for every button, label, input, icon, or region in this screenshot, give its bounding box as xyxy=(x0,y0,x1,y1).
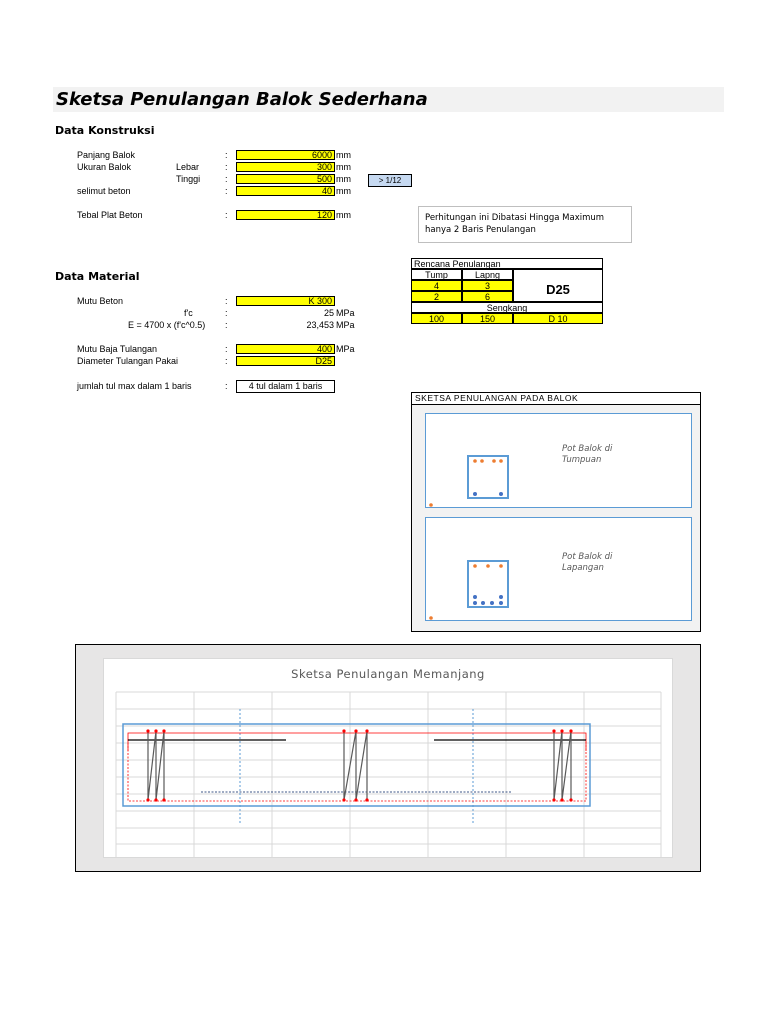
lapng-row1-cell[interactable]: 3 xyxy=(462,280,513,291)
tinggi-input[interactable]: 500 xyxy=(236,174,335,184)
longitudinal-title: Sketsa Penulangan Memanjang xyxy=(291,667,485,681)
panel-tumpuan xyxy=(425,413,692,508)
tinggi-unit: mm xyxy=(336,174,351,184)
sengkang-tump-cell[interactable]: 100 xyxy=(411,313,462,324)
lapangan-label: Pot Balok di Lapangan xyxy=(562,552,613,573)
lebar-unit: mm xyxy=(336,162,351,172)
lapangan-top-bar xyxy=(486,564,490,568)
tumpuan-bottom-bar xyxy=(499,492,503,496)
col-header-tump: Tump xyxy=(411,269,462,280)
selimut-label: selimut beton xyxy=(77,186,131,196)
tinggi-check-badge: > 1/12 xyxy=(368,174,412,187)
col-header-lapng: Lapng xyxy=(462,269,513,280)
selimut-unit: mm xyxy=(336,186,351,196)
panel-lapangan xyxy=(425,517,692,621)
lapangan-top-bar xyxy=(499,564,503,568)
page-title: Sketsa Penulangan Balok Sederhana xyxy=(56,89,428,110)
colon: : xyxy=(225,320,228,330)
jumlah-label: jumlah tul max dalam 1 baris xyxy=(77,381,192,391)
lapangan-bottom-bar xyxy=(481,601,485,605)
colon: : xyxy=(225,381,228,391)
lapng-row2-cell[interactable]: 6 xyxy=(462,291,513,302)
cross-section-sketch-frame xyxy=(411,392,701,632)
tendon-top xyxy=(128,733,586,751)
origin-marker xyxy=(429,503,433,507)
origin-marker xyxy=(429,616,433,620)
rencana-title: Rencana Penulangan xyxy=(411,258,603,269)
stirrups-middle xyxy=(344,731,367,800)
stirrups-right xyxy=(554,731,571,800)
tumpuan-top-bar xyxy=(480,459,484,463)
colon: : xyxy=(225,186,228,196)
mutu-beton-input[interactable]: K 300 xyxy=(236,296,335,306)
tumpuan-top-bar xyxy=(473,459,477,463)
sengkang-lapng-cell[interactable]: 150 xyxy=(462,313,513,324)
tump-row1-cell[interactable]: 4 xyxy=(411,280,462,291)
grid xyxy=(116,692,661,857)
modulus-value: 23,453 xyxy=(306,320,334,330)
sengkang-label: Sengkang xyxy=(411,302,603,313)
lebar-label: Lebar xyxy=(176,162,200,172)
colon: : xyxy=(225,344,228,354)
section-heading-material: Data Material xyxy=(55,270,140,283)
tinggi-label: Tinggi xyxy=(176,174,201,184)
tumpuan-bottom-bar xyxy=(473,492,477,496)
modulus-label: E = 4700 x (f'c^0.5) xyxy=(128,320,206,330)
rencana-penulangan-table xyxy=(411,258,603,324)
tumpuan-section-svg xyxy=(426,414,693,509)
lapangan-bottom-bar xyxy=(490,601,494,605)
colon: : xyxy=(225,356,228,366)
limitation-note: Perhitungan ini Dibatasi Hingga Maximum hanya 2 Baris Penulangan xyxy=(418,206,632,243)
longitudinal-svg xyxy=(104,659,674,859)
fc-label: f'c xyxy=(184,308,193,318)
sengkang-dia-cell[interactable]: D 10 xyxy=(513,313,603,324)
cross-section-sketch-title: SKETSA PENULANGAN PADA BALOK xyxy=(412,393,700,405)
selimut-input[interactable]: 40 xyxy=(236,186,335,196)
lapangan-bottom-bar xyxy=(499,601,503,605)
tumpuan-top-bar xyxy=(499,459,503,463)
panjang-balok-input[interactable]: 6000 xyxy=(236,150,335,160)
colon: : xyxy=(225,308,228,318)
tebal-plat-input[interactable]: 120 xyxy=(236,210,335,220)
tumpuan-top-bar xyxy=(492,459,496,463)
lapangan-bottom-bar xyxy=(473,595,477,599)
panjang-balok-unit: mm xyxy=(336,150,351,160)
lapangan-top-bar xyxy=(473,564,477,568)
colon: : xyxy=(225,296,228,306)
colon: : xyxy=(225,174,228,184)
stirrups-left xyxy=(148,731,164,800)
diameter-input[interactable]: D25 xyxy=(236,356,335,366)
lapangan-section-svg xyxy=(426,518,693,622)
lapangan-beam-section xyxy=(468,561,508,607)
jumlah-value-box: 4 tul dalam 1 baris xyxy=(236,380,335,393)
tump-row2-cell[interactable]: 2 xyxy=(411,291,462,302)
longitudinal-chart-area xyxy=(103,658,673,858)
mutu-baja-input[interactable]: 400 xyxy=(236,344,335,354)
panjang-balok-label: Panjang Balok xyxy=(77,150,136,160)
lapangan-bottom-bar xyxy=(499,595,503,599)
lapangan-bottom-bar xyxy=(473,601,477,605)
modulus-unit: MPa xyxy=(336,320,355,330)
section-heading-konstruksi: Data Konstruksi xyxy=(55,124,155,137)
ukuran-balok-label: Ukuran Balok xyxy=(77,162,132,172)
longitudinal-sketch-frame xyxy=(75,644,701,872)
mutu-beton-label: Mutu Beton xyxy=(77,296,124,306)
tumpuan-label: Pot Balok di Tumpuan xyxy=(562,444,613,465)
tebal-plat-unit: mm xyxy=(336,210,351,220)
colon: : xyxy=(225,162,228,172)
mutu-baja-unit: MPa xyxy=(336,344,355,354)
diameter-display: D25 xyxy=(513,280,603,302)
colon: : xyxy=(225,150,228,160)
colon: : xyxy=(225,210,228,220)
fc-value: 25 xyxy=(323,308,334,318)
diameter-label: Diameter Tulangan Pakai xyxy=(77,356,179,366)
lebar-input[interactable]: 300 xyxy=(236,162,335,172)
fc-unit: MPa xyxy=(336,308,355,318)
mutu-baja-label: Mutu Baja Tulangan xyxy=(77,344,158,354)
tebal-plat-label: Tebal Plat Beton xyxy=(77,210,143,220)
